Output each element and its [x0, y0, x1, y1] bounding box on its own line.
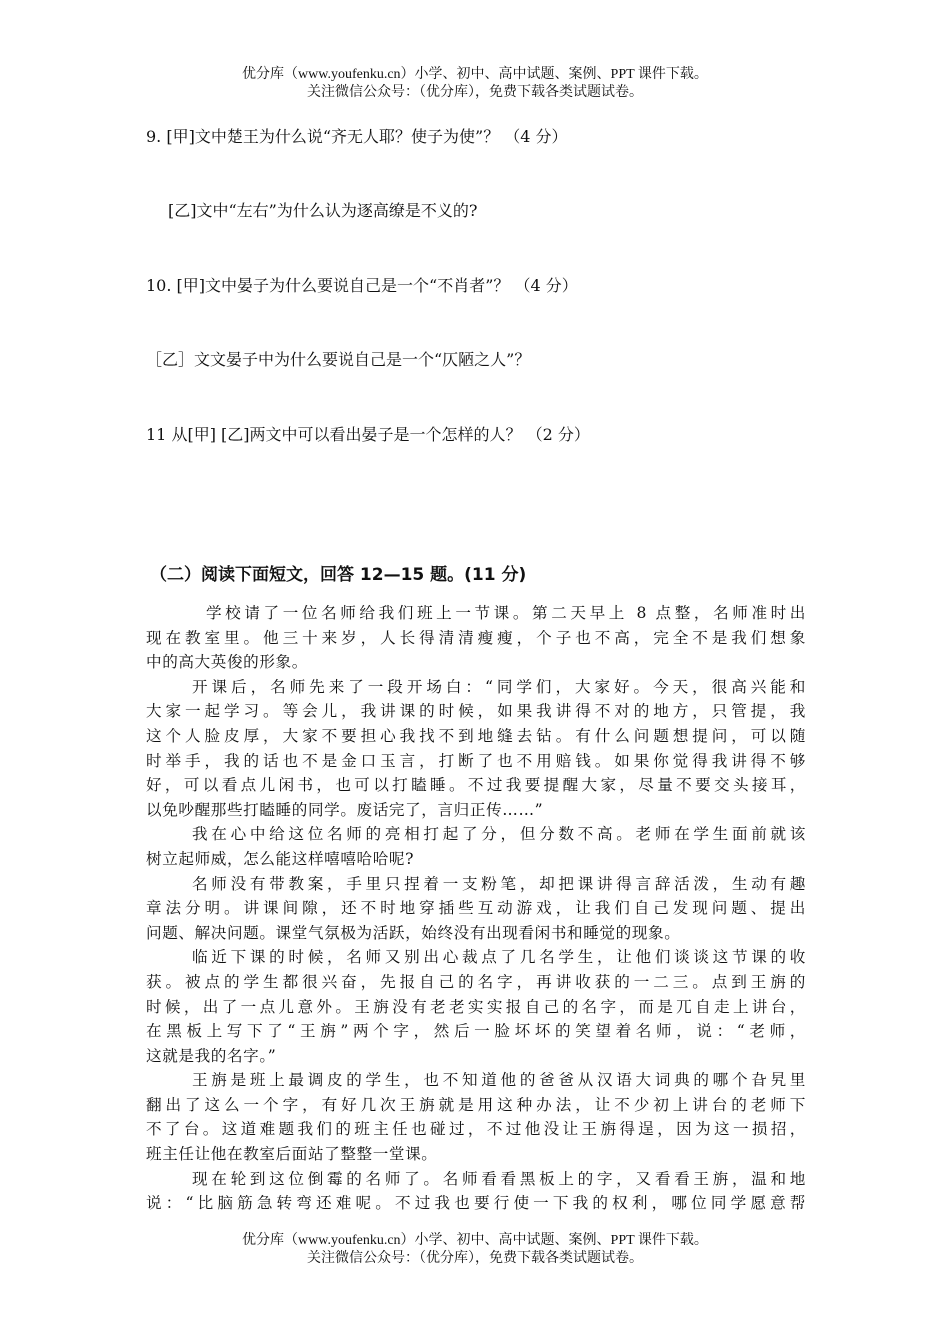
- article-body: [146, 601, 806, 1216]
- article-line: 名师没有带教案，手里只捏着一支粉笔，却把课讲得言辞活泼，生动有趣: [192, 874, 806, 893]
- article-line: 现在教室里。他三十来岁，人长得清清瘦瘦，个子也不高，完全不是我们想象: [146, 628, 806, 647]
- article-line: 章法分明。讲课间隙，还不时地穿插些互动游戏，让我们自己发现问题、提出: [146, 899, 806, 918]
- article-line: 时候，出了一点儿意外。王旃没有老老实实报自己的名字，而是兀自走上讲台，: [146, 997, 806, 1016]
- article-line: 开课后，名师先来了一段开场白：“同学们，大家好。今天，很高兴能和: [192, 677, 806, 696]
- article-line: 不了台。这道难题我们的班主任也碰过，不过他没让王旃得逞，因为这一损招，: [146, 1120, 806, 1139]
- article-line: 班主任让他在教室后面站了整整一堂课。: [146, 1145, 438, 1164]
- footer-line-2: 关注微信公众号：（优分库），免费下载各类试题试卷。: [307, 1251, 643, 1266]
- article-line: 翻出了这么一个字，有好几次王旃就是用这种办法，让不少初上讲台的老师下: [146, 1095, 806, 1114]
- article-line: 王旃是班上最调皮的学生，也不知道他的爸爸从汉语大词典的哪个旮旯里: [192, 1071, 806, 1090]
- article-line: 获。被点的学生都很兴奋，先报自己的名字，再讲收获的一二三。点到王旃的: [146, 972, 806, 991]
- footer-line-1: 优分库（www.youfenku.cn）小学、初中、高中试题、案例、PPT 课件下载。: [242, 1233, 708, 1248]
- question-11: 11 从[甲] [乙]两文中可以看出晏子是一个怎样的人？ （2 分）: [146, 425, 590, 444]
- header-line-2: 关注微信公众号：（优分库），免费下载各类试题试卷。: [307, 85, 643, 100]
- article-line: 说：“比脑筋急转弯还难呢。不过我也要行使一下我的权利，哪位同学愿意帮: [146, 1194, 806, 1213]
- article-line: 树立起师威，怎么能这样嘻嘻哈哈呢?: [146, 849, 415, 868]
- article-line: 好，可以看点儿闲书，也可以打瞌睡。不过我要提醒大家，尽量不要交头接耳，: [146, 776, 806, 795]
- article-line: 这个人脸皮厚，大家不要担心我找不到地缝去钻。有什么问题想提问，可以随: [146, 726, 806, 745]
- article-line: 中的高大英俊的形象。: [146, 653, 308, 672]
- question-10-jia: 10. [甲]文中晏子为什么要说自己是一个“不肖者”？ （4 分）: [146, 276, 578, 295]
- article-line: 临近下课的时候，名师又别出心裁点了几名学生，让他们谈谈这节课的收: [192, 948, 806, 967]
- question-9-jia: 9. [甲]文中楚王为什么说“齐无人耶？使子为使”？ （4 分）: [146, 127, 568, 146]
- article-line: 以免吵醒那些打瞌睡的同学。废话完了，言归正传……”: [146, 800, 544, 819]
- article-line: 学校请了一位名师给我们班上一节课。第二天早上 8 点整，名师准时出: [206, 604, 806, 622]
- article-line: 现在轮到这位倒霉的名师了。名师看看黑板上的字，又看看王旃，温和地: [192, 1169, 806, 1188]
- page-header: [0, 66, 950, 102]
- article-line: 时举手，我的话也不是金口玉言，打断了也不用赔钱。如果你觉得我讲得不够: [146, 751, 806, 770]
- header-line-1: 优分库（www.youfenku.cn）小学、初中、高中试题、案例、PPT 课件下载。: [242, 67, 708, 82]
- article-line: 问题、解决问题。课堂气氛极为活跃，始终没有出现看闲书和睡觉的现象。: [146, 923, 681, 942]
- article-line: 大家一起学习。等会儿，我讲课的时候，如果我讲得不对的地方，只管提，我: [146, 702, 806, 721]
- page-footer: [0, 1232, 950, 1268]
- question-9-yi: [乙]文中“左右”为什么认为逐高缭是不义的?: [168, 201, 478, 220]
- article-line: 我在心中给这位名师的亮相打起了分，但分数不高。老师在学生面前就该: [192, 825, 806, 844]
- question-10-yi: ［乙］文文晏子中为什么要说自己是一个“仄陋之人”？: [146, 350, 531, 369]
- section-title: （二）阅读下面短文，回答 12—15 题。(11 分): [150, 565, 527, 585]
- article-line: 在黑板上写下了“王旃”两个字，然后一脸坏坏的笑望着名师，说：“老师，: [146, 1022, 806, 1041]
- article-line: 这就是我的名字。”: [146, 1046, 277, 1065]
